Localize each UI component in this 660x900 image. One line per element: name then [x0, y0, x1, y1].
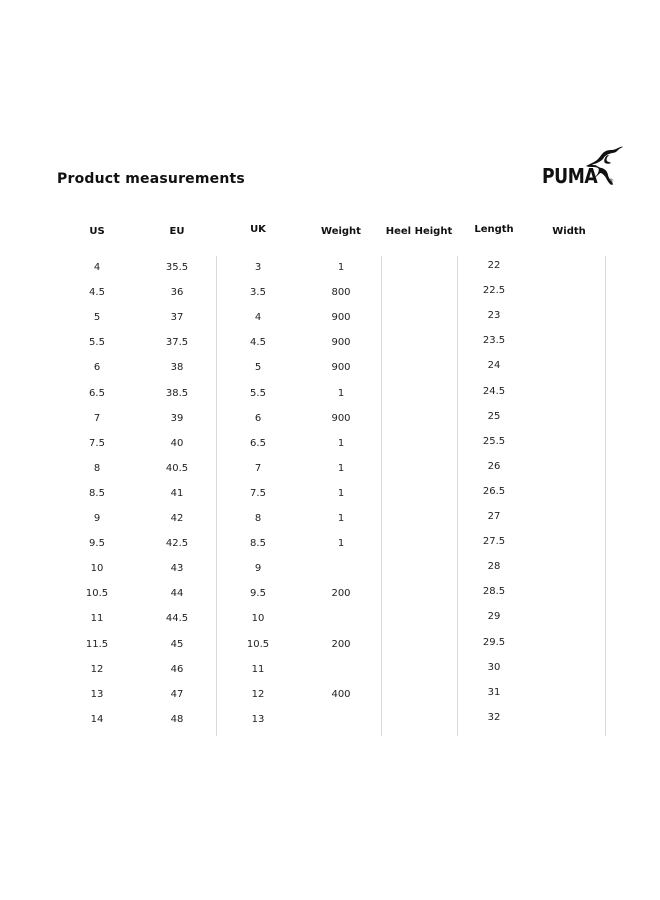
cell-eu: 37.5: [165, 337, 189, 349]
cell-us: 9.5: [89, 538, 105, 550]
cell-length: 30: [487, 661, 501, 673]
cell-length: 22: [487, 260, 501, 271]
brand-wordmark: PUMA: [542, 164, 598, 188]
cell-us: 10: [90, 563, 104, 575]
column-divider: [457, 256, 458, 736]
cell-weight: 1: [337, 262, 345, 273]
cell-eu: 40.5: [165, 462, 189, 474]
cell-us: 5: [93, 312, 101, 324]
cell-weight: 900: [331, 337, 351, 349]
cell-eu: 41: [170, 487, 184, 499]
cell-us: 14: [90, 713, 104, 725]
cell-us: 8.5: [89, 487, 105, 499]
cell-uk: 5.5: [250, 387, 266, 399]
column-divider: [216, 256, 217, 736]
column-header-uk: UK: [250, 224, 266, 235]
cell-uk: 10.5: [246, 638, 270, 650]
cell-weight: 1: [337, 462, 345, 474]
cell-us: 7.5: [89, 437, 105, 449]
cell-eu: 38.5: [165, 387, 189, 399]
cell-length: 24: [487, 360, 501, 372]
cell-length: 28: [487, 561, 501, 573]
column-header-us: US: [89, 226, 105, 237]
cell-uk: 8: [254, 513, 262, 524]
cell-uk: 4.5: [250, 337, 266, 349]
cell-weight: 1: [337, 487, 345, 499]
cell-length: 28.5: [482, 586, 506, 598]
column-divider: [605, 256, 606, 736]
column-divider: [381, 256, 382, 736]
cell-uk: 3.5: [250, 287, 266, 299]
cell-length: 29: [487, 611, 501, 623]
cell-us: 13: [90, 688, 104, 700]
cell-eu: 36: [170, 287, 184, 299]
cell-us: 10.5: [85, 588, 109, 600]
cell-length: 24.5: [482, 385, 506, 397]
cell-length: 23.5: [482, 335, 506, 347]
cell-weight: 1: [337, 387, 345, 399]
cell-eu: 45: [170, 638, 184, 650]
cell-uk: 6.5: [250, 437, 266, 449]
cell-uk: 6: [254, 412, 262, 424]
column-header-weight: Weight: [321, 226, 361, 237]
page-title: Product measurements: [57, 171, 245, 187]
cell-length: 29.5: [482, 636, 506, 648]
cell-weight: 200: [331, 588, 351, 600]
cell-uk: 5: [254, 362, 262, 374]
column-header-heel-height: Heel Height: [385, 226, 453, 237]
cell-eu: 40: [170, 437, 184, 449]
cell-length: 32: [487, 711, 501, 723]
cell-weight: 800: [331, 287, 351, 299]
cell-weight: 900: [331, 362, 351, 374]
cell-us: 4.5: [89, 287, 105, 299]
cell-eu: 42.5: [165, 538, 189, 550]
cell-length: 23: [487, 310, 501, 322]
cell-eu: 44: [170, 588, 184, 600]
cell-eu: 46: [170, 663, 184, 675]
cell-us: 5.5: [89, 337, 105, 349]
cell-us: 7: [93, 412, 101, 424]
cell-eu: 44.5: [165, 613, 189, 625]
brand-logo: [542, 146, 624, 190]
column-header-length: Length: [474, 224, 514, 235]
cell-uk: 12: [251, 688, 265, 700]
cell-eu: 35.5: [165, 262, 189, 273]
cell-length: 22.5: [482, 285, 506, 297]
cell-uk: 9.5: [250, 588, 266, 600]
cell-eu: 48: [170, 713, 184, 725]
puma-cat-leaping-icon: [582, 146, 624, 186]
cell-us: 8: [93, 462, 101, 474]
cell-weight: 900: [331, 412, 351, 424]
cell-length: 27.5: [482, 536, 506, 548]
cell-eu: 39: [170, 412, 184, 424]
cell-length: 25: [487, 410, 501, 422]
cell-uk: 9: [254, 563, 262, 575]
cell-weight: 400: [331, 688, 351, 700]
cell-uk: 7.5: [250, 487, 266, 499]
cell-weight: 1: [337, 538, 345, 550]
cell-uk: 4: [254, 312, 262, 324]
cell-length: 27: [487, 511, 501, 522]
cell-weight: 900: [331, 312, 351, 324]
cell-length: 25.5: [482, 435, 506, 447]
cell-us: 6: [93, 362, 101, 374]
cell-uk: 11: [251, 663, 265, 675]
cell-uk: 13: [251, 713, 265, 725]
cell-eu: 42: [170, 513, 184, 524]
cell-uk: 7: [254, 462, 262, 474]
cell-eu: 38: [170, 362, 184, 374]
cell-eu: 43: [170, 563, 184, 575]
cell-us: 9: [93, 513, 101, 524]
column-header-eu: EU: [169, 226, 185, 237]
cell-weight: 1: [337, 437, 345, 449]
cell-uk: 3: [254, 262, 262, 273]
column-header-width: Width: [552, 226, 586, 237]
registered-mark: ®: [608, 178, 614, 185]
cell-weight: 1: [337, 513, 345, 524]
cell-length: 31: [487, 686, 501, 698]
cell-us: 6.5: [89, 387, 105, 399]
cell-eu: 37: [170, 312, 184, 324]
cell-uk: 8.5: [250, 538, 266, 550]
cell-length: 26.5: [482, 485, 506, 497]
cell-eu: 47: [170, 688, 184, 700]
cell-uk: 10: [251, 613, 265, 625]
cell-length: 26: [487, 460, 501, 472]
cell-weight: 200: [331, 638, 351, 650]
size-chart-table: [57, 216, 610, 736]
cell-us: 11.5: [85, 638, 109, 650]
cell-us: 4: [93, 262, 101, 273]
cell-us: 11: [90, 613, 104, 625]
cell-us: 12: [90, 663, 104, 675]
